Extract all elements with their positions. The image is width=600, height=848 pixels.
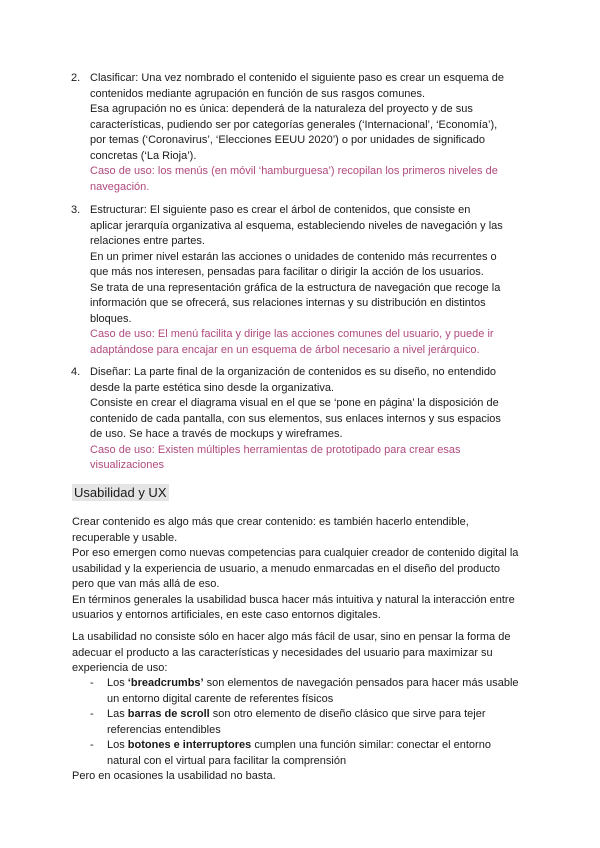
use-case-line: Caso de uso: Existen múltiples herramientas de prototipado para crear esas: [90, 443, 461, 456]
text-line: experiencia de uso:: [72, 662, 168, 674]
text-line: [107, 738, 530, 754]
text-run: Las: [107, 708, 128, 720]
text-line: pero que van más allá de eso.: [72, 578, 220, 590]
use-case-line: navegación.: [90, 180, 150, 193]
text-run: cumplen una función similar: conectar el entorno: [251, 739, 491, 751]
bullet-item: [90, 707, 530, 738]
text-line: Se trata de una representación gráfica de la estructura de navegación que recoge la: [90, 281, 501, 294]
text-run: son elementos de navegación pensados para hacer más usable: [203, 677, 519, 689]
text-line: bloques.: [90, 312, 132, 325]
list-number: 3.: [71, 204, 81, 216]
bold-term: botones e interruptores: [127, 739, 252, 751]
text-line: En un primer nivel estarán las acciones o unidades de contenido más recurrentes o: [90, 250, 497, 263]
list-item-3: [71, 203, 538, 358]
text-line: referencias entendibles: [107, 723, 221, 736]
text-line: Estructurar: El siguiente paso es crear el árbol de contenidos, que consiste en: [90, 204, 471, 216]
text-line: Esa agrupación no es única: dependerá de la naturaleza del proyecto y de sus: [90, 103, 473, 115]
text-line: desde la parte estética sino desde la organizativa.: [90, 381, 334, 394]
paragraph-intro: [72, 515, 532, 624]
list-number: 4.: [71, 366, 81, 378]
text-line: contenidos mediante agrupación en función de sus rasgos comunes.: [90, 87, 426, 100]
text-line: Clasificar: Una vez nombrado el contenido el siguiente paso es crear un esquema de: [90, 72, 504, 84]
text-line: Consiste en crear el diagrama visual en el que se ‘pone en página’ la disposición de: [90, 397, 499, 409]
section-heading: Usabilidad y UX: [74, 485, 167, 500]
text-line: recuperable y usable.: [72, 531, 178, 544]
use-case-line: visualizaciones: [90, 459, 164, 471]
text-line: [107, 707, 530, 723]
text-line: aplicar jerarquía organizativa al esquema, estableciendo niveles de navegación y las: [90, 219, 503, 232]
text-line: adecuar el producto a las características y necesidades del usuario para maximizar su: [72, 646, 493, 659]
text-line: usuarios y entornos artificiales, en este caso entornos digitales.: [72, 609, 381, 621]
text-line: que más nos interesen, pensadas para facilitar o dirigir la acción de los usuarios.: [90, 266, 484, 278]
text-run: Los: [107, 739, 128, 751]
use-case-line: Caso de uso: El menú facilita y dirige las acciones comunes del usuario, y puede ir: [90, 328, 494, 340]
use-case-line: Caso de uso: los menús (en móvil ‘hamburguesa’) recopilan los primeros niveles de: [90, 165, 498, 177]
text-line: relaciones entre partes.: [90, 235, 205, 247]
bold-term: ‘breadcrumbs’: [127, 677, 204, 689]
list-item-4: [71, 365, 538, 474]
text-run: son otro elemento de diseño clásico que sirve para tejer: [209, 708, 486, 720]
bullet-dash: -: [90, 739, 94, 751]
bold-term: barras de scroll: [127, 708, 210, 720]
text-line: Diseñar: La parte final de la organización de contenidos es su diseño, no entendido: [90, 366, 497, 378]
text-line: concretas (‘La Rioja’).: [90, 149, 197, 162]
text-line: La usabilidad no consiste sólo en hacer algo más fácil de usar, sino en pensar la forma de: [72, 631, 511, 643]
text-line: usabilidad y la experiencia de usuario, a menudo enmarcadas en el diseño del producto: [72, 562, 501, 575]
text-line: Crear contenido es algo más que crear contenido: es también hacerlo entendible,: [72, 516, 469, 528]
bullet-list: [90, 676, 530, 769]
bullet-dash: -: [90, 708, 94, 720]
text-line: Por eso emergen como nuevas competencias para cualquier creador de contenido digital la: [72, 547, 519, 559]
text-run: Los: [107, 677, 128, 689]
list-number: 2.: [71, 72, 81, 84]
text-line: por temas (‘Coronavirus’, ‘Elecciones EEUU 2020’) o por unidades de significado: [90, 134, 485, 146]
text-line: natural con el virtual para facilitar la comprensión: [107, 754, 347, 767]
text-line: [107, 676, 530, 692]
list-item-2: [71, 71, 538, 195]
bullet-dash: -: [90, 677, 94, 689]
text-line: contenido de cada pantalla, con sus elementos, sus enlaces internos y sus espacios: [90, 412, 501, 425]
text-line: un entorno digital carente de referentes físicos: [107, 692, 334, 705]
bullet-item: [90, 676, 530, 707]
text-line: características, pudiendo ser por categorías generales (‘Internacional’, ‘Economía’),: [90, 118, 498, 131]
paragraph-usability: [72, 630, 532, 677]
text-line: información que se ofrecerá, sus relaciones internas y su distribución en distintos: [90, 297, 486, 309]
use-case-line: adaptándose para encajar en un esquema de árbol necesario a nivel jerárquico.: [90, 343, 480, 356]
bullet-item: [90, 738, 530, 769]
closing-line: Pero en ocasiones la usabilidad no basta.: [72, 770, 276, 782]
text-line: En términos generales la usabilidad busca hacer más intuitiva y natural la interacción entre: [72, 593, 515, 606]
text-line: de uso. Se hace a través de mockups y wireframes.: [90, 428, 343, 440]
